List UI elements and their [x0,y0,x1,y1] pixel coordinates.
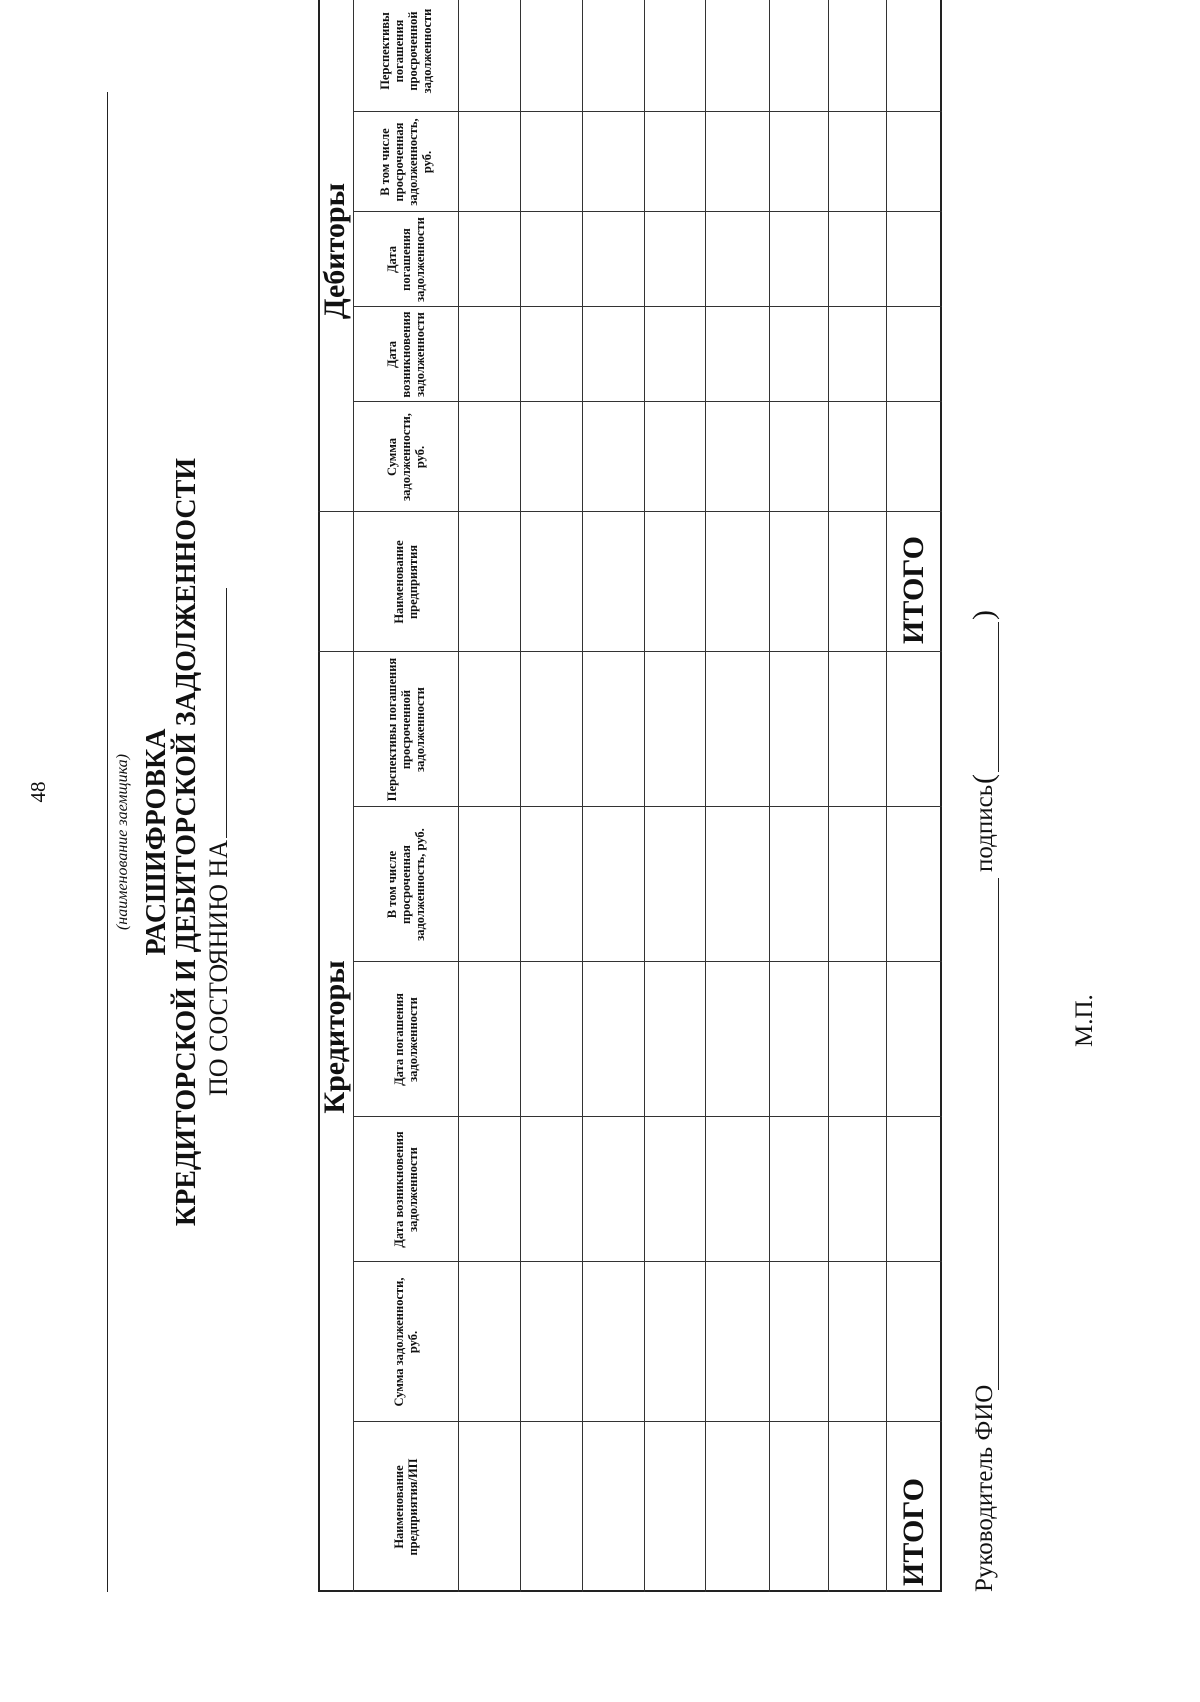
debtor-column-header: Дата погашения задолженности [384,217,427,302]
table-cell[interactable] [458,212,520,307]
debtors-group-header: Дебиторы [318,182,351,320]
signature-block [967,42,1110,1592]
debtor-column-header: В том числе просроченная задолженность, руб. [377,118,434,206]
table-cell[interactable] [886,962,942,1117]
table-cell[interactable] [769,1262,828,1422]
table-cell[interactable] [520,1262,582,1422]
table-cell[interactable] [886,1262,942,1422]
table-cell[interactable] [886,0,942,112]
as-of-date [204,92,234,1592]
debtor-column-header: Перспективы погашения просроченной задолженности [377,8,434,94]
as-of-date-field[interactable] [204,588,227,838]
table-cell[interactable] [582,1422,644,1592]
table-cell[interactable] [886,112,942,212]
creditors-total-label: ИТОГО [897,1478,930,1586]
table-cell[interactable] [828,402,886,512]
close-paren: ) [967,610,1000,620]
table-cell[interactable] [705,402,769,512]
signature-label: подпись [971,784,998,872]
table-cell[interactable] [769,512,828,652]
table-cell[interactable] [828,807,886,962]
table-cell[interactable] [520,652,582,807]
table-cell[interactable] [705,307,769,402]
debtor-column-header: Дата возникновения задолженности [384,311,427,398]
table-cell[interactable] [828,212,886,307]
table-cell[interactable] [644,1262,705,1422]
table-cell[interactable] [769,807,828,962]
table-cell[interactable] [769,307,828,402]
issuer-caption: (наименование заемщика) [114,753,131,931]
table-cell[interactable] [644,1117,705,1262]
open-paren: ( [967,774,1000,784]
table-cell[interactable] [769,112,828,212]
table-cell[interactable] [582,1117,644,1262]
table-cell[interactable] [886,307,942,402]
table-cell[interactable] [458,1422,520,1592]
table-cell[interactable] [769,652,828,807]
table-cell[interactable] [520,112,582,212]
table-cell[interactable] [644,402,705,512]
table-cell[interactable] [828,962,886,1117]
table-cell[interactable] [828,112,886,212]
debtor-column-header: Наименование предприятия [391,540,420,624]
table-cell[interactable] [644,0,705,112]
table-cell[interactable] [520,0,582,112]
table-cell[interactable] [828,1262,886,1422]
table-cell[interactable] [705,212,769,307]
document-title: РАСШИФРОВКА [141,728,172,956]
table-cell[interactable] [520,212,582,307]
table-cell[interactable] [769,1117,828,1262]
stamp-label: М.П. [1071,994,1098,1047]
table-cell[interactable] [520,307,582,402]
table-cell[interactable] [520,402,582,512]
table-cell[interactable] [705,1117,769,1262]
table-cell[interactable] [582,307,644,402]
table-cell[interactable] [520,962,582,1117]
table-cell[interactable] [582,112,644,212]
table-cell[interactable] [644,112,705,212]
table-cell[interactable] [582,807,644,962]
table-cell[interactable] [458,0,520,112]
table-cell[interactable] [458,112,520,212]
table-cell[interactable] [705,807,769,962]
table-cell[interactable] [769,402,828,512]
creditor-column-header: Сумма задолженности, руб. [391,1277,420,1407]
table-cell[interactable] [769,0,828,112]
table-cell[interactable] [582,0,644,112]
table-cell[interactable] [582,212,644,307]
table-cell[interactable] [644,807,705,962]
table-cell[interactable] [828,1422,886,1592]
table-cell[interactable] [520,512,582,652]
table-cell[interactable] [644,652,705,807]
table-cell[interactable] [828,512,886,652]
table-cell[interactable] [644,512,705,652]
table-cell[interactable] [705,112,769,212]
table-cell[interactable] [520,1117,582,1262]
table-cell[interactable] [458,807,520,962]
table-cell[interactable] [582,652,644,807]
table-cell[interactable] [644,1422,705,1592]
debt-table [318,0,942,1592]
table-cell[interactable] [520,1422,582,1592]
table-cell[interactable] [644,212,705,307]
table-cell[interactable] [705,1422,769,1592]
creditor-column-header: Дата возникновения задолженности [391,1131,420,1248]
table-cell[interactable] [458,1262,520,1422]
table-cell[interactable] [828,307,886,402]
table-cell[interactable] [886,807,942,962]
table-cell[interactable] [886,212,942,307]
table-cell[interactable] [458,402,520,512]
signature-field[interactable] [998,622,999,772]
table-cell[interactable] [769,1422,828,1592]
creditor-column-header: Дата погашения задолженности [391,993,420,1086]
table-cell[interactable] [705,0,769,112]
table-cell[interactable] [705,512,769,652]
page-number: 48 [26,781,50,803]
issuer-line [107,92,108,1592]
creditor-column-header: Перспективы погашения просроченной задолженности [384,657,427,802]
table-cell[interactable] [705,1262,769,1422]
table-cell[interactable] [582,402,644,512]
table-cell[interactable] [886,652,942,807]
table-cell[interactable] [769,212,828,307]
table-cell[interactable] [828,0,886,112]
head-name-field[interactable] [998,878,999,1390]
table-cell[interactable] [769,962,828,1117]
table-cell[interactable] [828,652,886,807]
table-cell[interactable] [582,1262,644,1422]
table-cell[interactable] [458,1117,520,1262]
table-cell[interactable] [458,962,520,1117]
debtors-total-label: ИТОГО [897,536,930,644]
creditor-column-header: Наименование предприятия/ИП [391,1458,420,1556]
table-cell[interactable] [644,962,705,1117]
table-cell[interactable] [644,307,705,402]
head-label: Руководитель ФИО [971,1384,998,1592]
table-cell[interactable] [458,307,520,402]
table-cell[interactable] [458,512,520,652]
table-cell[interactable] [520,807,582,962]
table-cell[interactable] [886,1117,942,1262]
creditors-group-header: Кредиторы [318,960,351,1114]
table-cell[interactable] [582,512,644,652]
debtor-column-header: Сумма задолженности, руб. [384,413,427,501]
table-cell[interactable] [705,962,769,1117]
table-cell[interactable] [886,402,942,512]
table-cell[interactable] [582,962,644,1117]
table-cell[interactable] [705,652,769,807]
table-cell[interactable] [458,652,520,807]
as-of-label: ПО СОСТОЯНИЮ НА [204,840,233,1096]
table-cell[interactable] [828,1117,886,1262]
document-subtitle: КРЕДИТОРСКОЙ И ДЕБИТОРСКОЙ ЗАДОЛЖЕННОСТИ [171,457,202,1227]
creditor-column-header: В том числе просроченная задолженность, руб. [384,828,427,941]
